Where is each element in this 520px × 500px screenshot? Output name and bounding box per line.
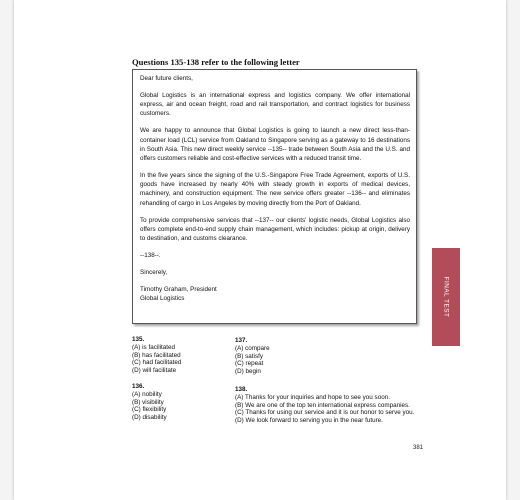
- question-number: 138.: [235, 386, 248, 393]
- option-d[interactable]: (D) begin: [235, 368, 261, 376]
- letter-signer: Timothy Graham, President: [140, 286, 217, 294]
- letter-blank-138: --138--.: [140, 252, 161, 260]
- question-138: [235, 386, 414, 425]
- option-d[interactable]: (D) will facilitate: [132, 367, 177, 375]
- letter-paragraph-4: To provide comprehensive services that --137-- our clients' logistic needs, Global Logistics also offers complete end-to-end supply chain management, which includes: pickup at origin, delivery to destination, and customs clearance.: [140, 216, 410, 243]
- question-number: 137.: [235, 337, 248, 344]
- book-page: [14, 0, 506, 500]
- final-test-tab: [432, 248, 460, 346]
- option-c[interactable]: (C) had facilitated: [132, 359, 182, 367]
- option-a[interactable]: (A) nobility: [132, 390, 162, 398]
- letter-greeting: Dear future clients,: [140, 75, 193, 82]
- option-b[interactable]: (B) has facilitated: [132, 351, 181, 359]
- option-d[interactable]: (D) We look forward to serving you in the near future.: [235, 417, 383, 425]
- option-a[interactable]: (A) is facilitated: [132, 343, 176, 351]
- option-c[interactable]: (C) repeat: [235, 360, 264, 368]
- option-a[interactable]: (A) Thanks for your inquiries and hope to see you soon.: [235, 393, 390, 401]
- question-137: [235, 337, 270, 376]
- questions-heading: Questions 135-138 refer to the following letter: [132, 57, 300, 67]
- option-a[interactable]: (A) compare: [235, 344, 270, 352]
- final-test-tab-label: FINAL TEST: [442, 276, 450, 318]
- letter-closing: Sincerely,: [140, 269, 168, 277]
- option-c[interactable]: (C) Thanks for using our service and it is our honor to serve you.: [235, 409, 415, 417]
- question-number: 135.: [132, 336, 145, 343]
- question-135: [132, 336, 181, 375]
- letter-company: Global Logistics: [140, 295, 185, 303]
- question-136: [132, 383, 167, 422]
- option-b[interactable]: (B) satisfy: [235, 352, 263, 360]
- page-number: 381: [413, 445, 424, 451]
- question-number: 136.: [132, 383, 145, 390]
- letter-paragraph-1: Global Logistics is an international express and logistics company. We offer international express, air and ocean freight, road and rail transportation, and contract logistics for business customers.: [140, 92, 410, 118]
- letter-box: [132, 69, 417, 324]
- letter-paragraph-2: We are happy to announce that Global Logistics is going to launch a new direct less-than-container load (LCL) service from Oakland to Singapore serving as a gateway to 16 destinations in South Asia. This new direct weekly service --135-- trade between South Asia and the U.S. and offers customers reliable and cost-effective services with a reduced transit time.: [140, 127, 410, 163]
- option-d[interactable]: (D) disability: [132, 414, 167, 422]
- letter-paragraph-3: In the five years since the signing of the U.S.-Singapore Free Trade Agreement, exports of U.S. goods have increased by nearly 40% with steady growth in exports of medical devices, machinery, and construction equipment. The new service offers greater --136-- and eliminates rehandling of cargo in Los Angeles by moving directly from the Port of Oakland.: [140, 172, 410, 207]
- option-b[interactable]: (B) visibility: [132, 398, 164, 406]
- option-c[interactable]: (C) flexibility: [132, 406, 167, 414]
- option-b[interactable]: (B) We are one of the top ten international express companies.: [235, 401, 410, 409]
